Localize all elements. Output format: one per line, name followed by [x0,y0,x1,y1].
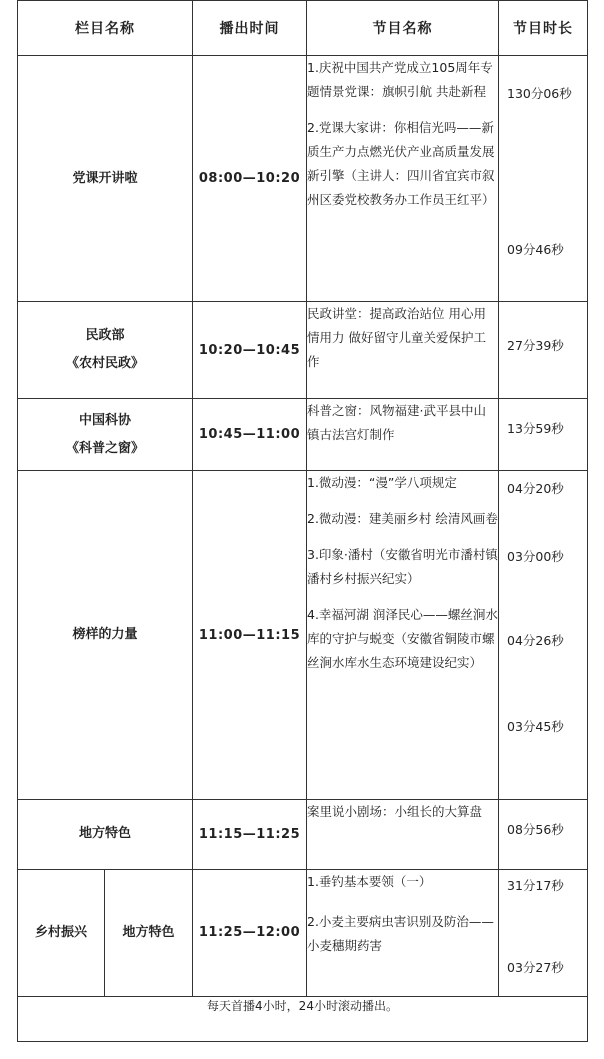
duration-value: 03分27秒 [507,959,564,975]
column-name-line: 《科普之窗》 [65,440,144,456]
header-column-name: 栏目名称 [18,1,193,56]
duration-value: 27分39秒 [507,338,564,354]
broadcast-time-cell: 11:00—11:15 [193,471,307,799]
program-item: 科普之窗：风物福建·武平县中山镇古法宫灯制作 [307,403,486,443]
table-row [18,399,588,471]
program-item: 1.微动漫：“漫”学八项规定 [307,475,457,491]
header-duration: 节目时长 [499,1,588,56]
broadcast-time-cell: 11:25—12:00 [193,869,307,996]
duration-value: 130分06秒 [507,86,572,102]
column-name-line: 《农村民政》 [65,356,144,372]
program-item: 案里说小剧场：小组长的大算盘 [307,803,483,819]
program-item: 2.微动漫：建美丽乡村 绘清风画卷 [307,511,498,527]
schedule-page [17,0,587,1042]
broadcast-time-cell: 08:00—10:20 [193,56,307,302]
duration-value: 31分17秒 [507,877,564,893]
column-name-cell: 榜样的力量 [18,471,193,799]
program-cell [307,869,499,996]
column-name-cell: 地方特色 [105,869,193,996]
duration-value: 03分00秒 [507,549,564,565]
broadcast-time-cell: 10:45—11:00 [193,399,307,471]
duration-cell [499,302,588,399]
footer-note: 每天首播4小时，24小时滚动播出。 [18,996,588,1041]
column-name-cell: 党课开讲啦 [18,56,193,302]
duration-value: 04分20秒 [507,481,564,497]
table-row [18,302,588,399]
duration-cell [499,399,588,471]
header-program-name: 节目名称 [307,1,499,56]
program-cell [307,399,499,471]
header-row [18,1,588,56]
program-item: 3.印象·潘村（安徽省明光市潘村镇潘村乡村振兴纪实） [307,547,498,587]
duration-value: 04分26秒 [507,633,564,649]
column-group-cell: 乡村振兴 [18,869,105,996]
program-item: 2.党课大家讲：你相信光吗——新质生产力点燃光伏产业高质量发展新引擎（主讲人：四川省宜宾市叙州区委党校教务办工作员王红平） [307,120,495,208]
column-name-line: 民政部 [85,328,125,344]
duration-cell [499,471,588,799]
program-cell [307,302,499,399]
header-broadcast-time: 播出时间 [193,1,307,56]
program-item: 4.幸福河湖 润泽民心——螺丝涧水库的守护与蜕变（安徽省铜陵市螺丝涧水库水生态环境建设纪实） [307,607,498,671]
duration-value: 08分56秒 [507,821,564,837]
broadcast-time-cell: 11:15—11:25 [193,799,307,869]
column-name-cell [18,302,193,399]
duration-cell [499,799,588,869]
broadcast-time-cell: 10:20—10:45 [193,302,307,399]
duration-value: 09分46秒 [507,242,564,258]
program-item: 1.庆祝中国共产党成立105周年专题情景党课：旗帜引航 共赴新程 [307,60,493,100]
duration-value: 13分59秒 [507,421,564,437]
duration-value: 03分45秒 [507,719,564,735]
duration-cell [499,56,588,302]
table-row [18,869,588,996]
program-item: 2.小麦主要病虫害识别及防治——小麦穗期药害 [307,913,494,953]
column-name-cell [18,399,193,471]
table-row [18,56,588,302]
table-row [18,799,588,869]
duration-cell [499,869,588,996]
column-name-cell: 地方特色 [18,799,193,869]
program-cell [307,56,499,302]
column-name-line: 中国科协 [78,412,131,428]
program-cell [307,471,499,799]
program-cell [307,799,499,869]
program-item: 民政讲堂：提高政治站位 用心用情用力 做好留守儿童关爱保护工作 [307,306,486,370]
footer-row [18,996,588,1041]
program-item: 1.垂钓基本要领（一） [307,873,432,889]
table-row [18,471,588,799]
broadcast-schedule-table [17,0,588,1042]
